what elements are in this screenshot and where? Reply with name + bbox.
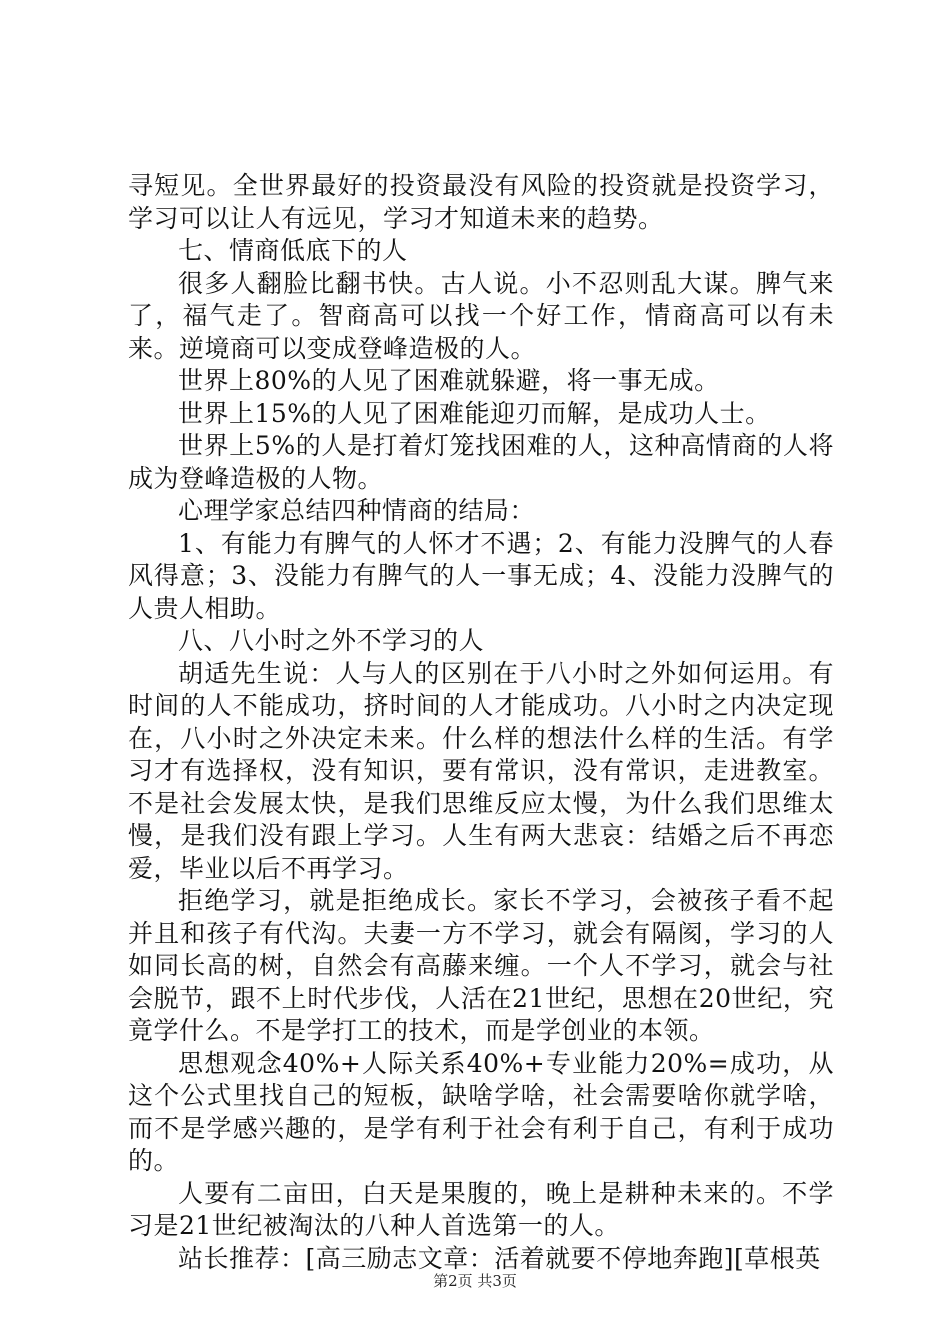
paragraph: 世界上5%的人是打着灯笼找困难的人，这种高情商的人将成为登峰造极的人物。: [128, 431, 834, 493]
recommendation-line: 站长推荐：[高三励志文章：活着就要不停地奔跑][草根英: [178, 1243, 821, 1273]
page-number-footer: 第2页 共3页: [433, 1272, 517, 1290]
paragraph-continuation: 寻短见。全世界最好的投资最没有风险的投资就是投资学习，学习可以让人有远见，学习才知道未来的趋势。: [128, 171, 834, 233]
section-heading-seven: 七、情商低底下的人: [178, 236, 408, 265]
document-body: [128, 170, 834, 1275]
paragraph: 1、有能力有脾气的人怀才不遇；2、有能力没脾气的人春风得意；3、没能力有脾气的人一事无成；4、没能力没脾气的人贵人相助。: [128, 528, 834, 623]
paragraph: 很多人翻脸比翻书快。古人说。小不忍则乱大谋。脾气来了，福气走了。智商高可以找一个好工作，情商高可以有未来。逆境商可以变成登峰造极的人。: [128, 268, 834, 363]
paragraph: 世界上15%的人见了困难能迎刃而解，是成功人士。: [178, 398, 771, 428]
paragraph: 胡适先生说：人与人的区别在于八小时之外如何运用。有时间的人不能成功，挤时间的人才能成功。八小时之内决定现在，八小时之外决定未来。什么样的想法什么样的生活。有学习才有选择权，没有知识，要有常识，没有常识，走进教室。不是社会发展太快，是我们思维反应太慢，为什么我们思维太慢，是我们没有跟上学习。人生有两大悲哀：结婚之后不再恋爱，毕业以后不再学习。: [128, 658, 834, 883]
paragraph: 人要有二亩田，白天是果腹的，晚上是耕种未来的。不学习是21世纪被淘汰的八种人首选第一的人。: [128, 1178, 834, 1240]
section-heading-eight: 八、八小时之外不学习的人: [178, 626, 485, 655]
paragraph: 拒绝学习，就是拒绝成长。家长不学习，会被孩子看不起并且和孩子有代沟。夫妻一方不学习，就会有隔阂，学习的人如同长高的树，自然会有高藤来缠。一个人不学习，就会与社会脱节，跟不上时代步伐，人活在21世纪，思想在20世纪，究竟学什么。不是学打工的技术，而是学创业的本领。: [128, 886, 834, 1045]
paragraph: 世界上80%的人见了困难就躲避，将一事无成。: [178, 366, 720, 395]
paragraph: 心理学家总结四种情商的结局：: [178, 496, 536, 525]
paragraph: 思想观念40%+人际关系40%+专业能力20%=成功，从这个公式里找自己的短板，缺啥学啥，社会需要啥你就学啥，而不是学感兴趣的，是学有利于社会有利于自己，有利于成功的。: [128, 1048, 834, 1175]
